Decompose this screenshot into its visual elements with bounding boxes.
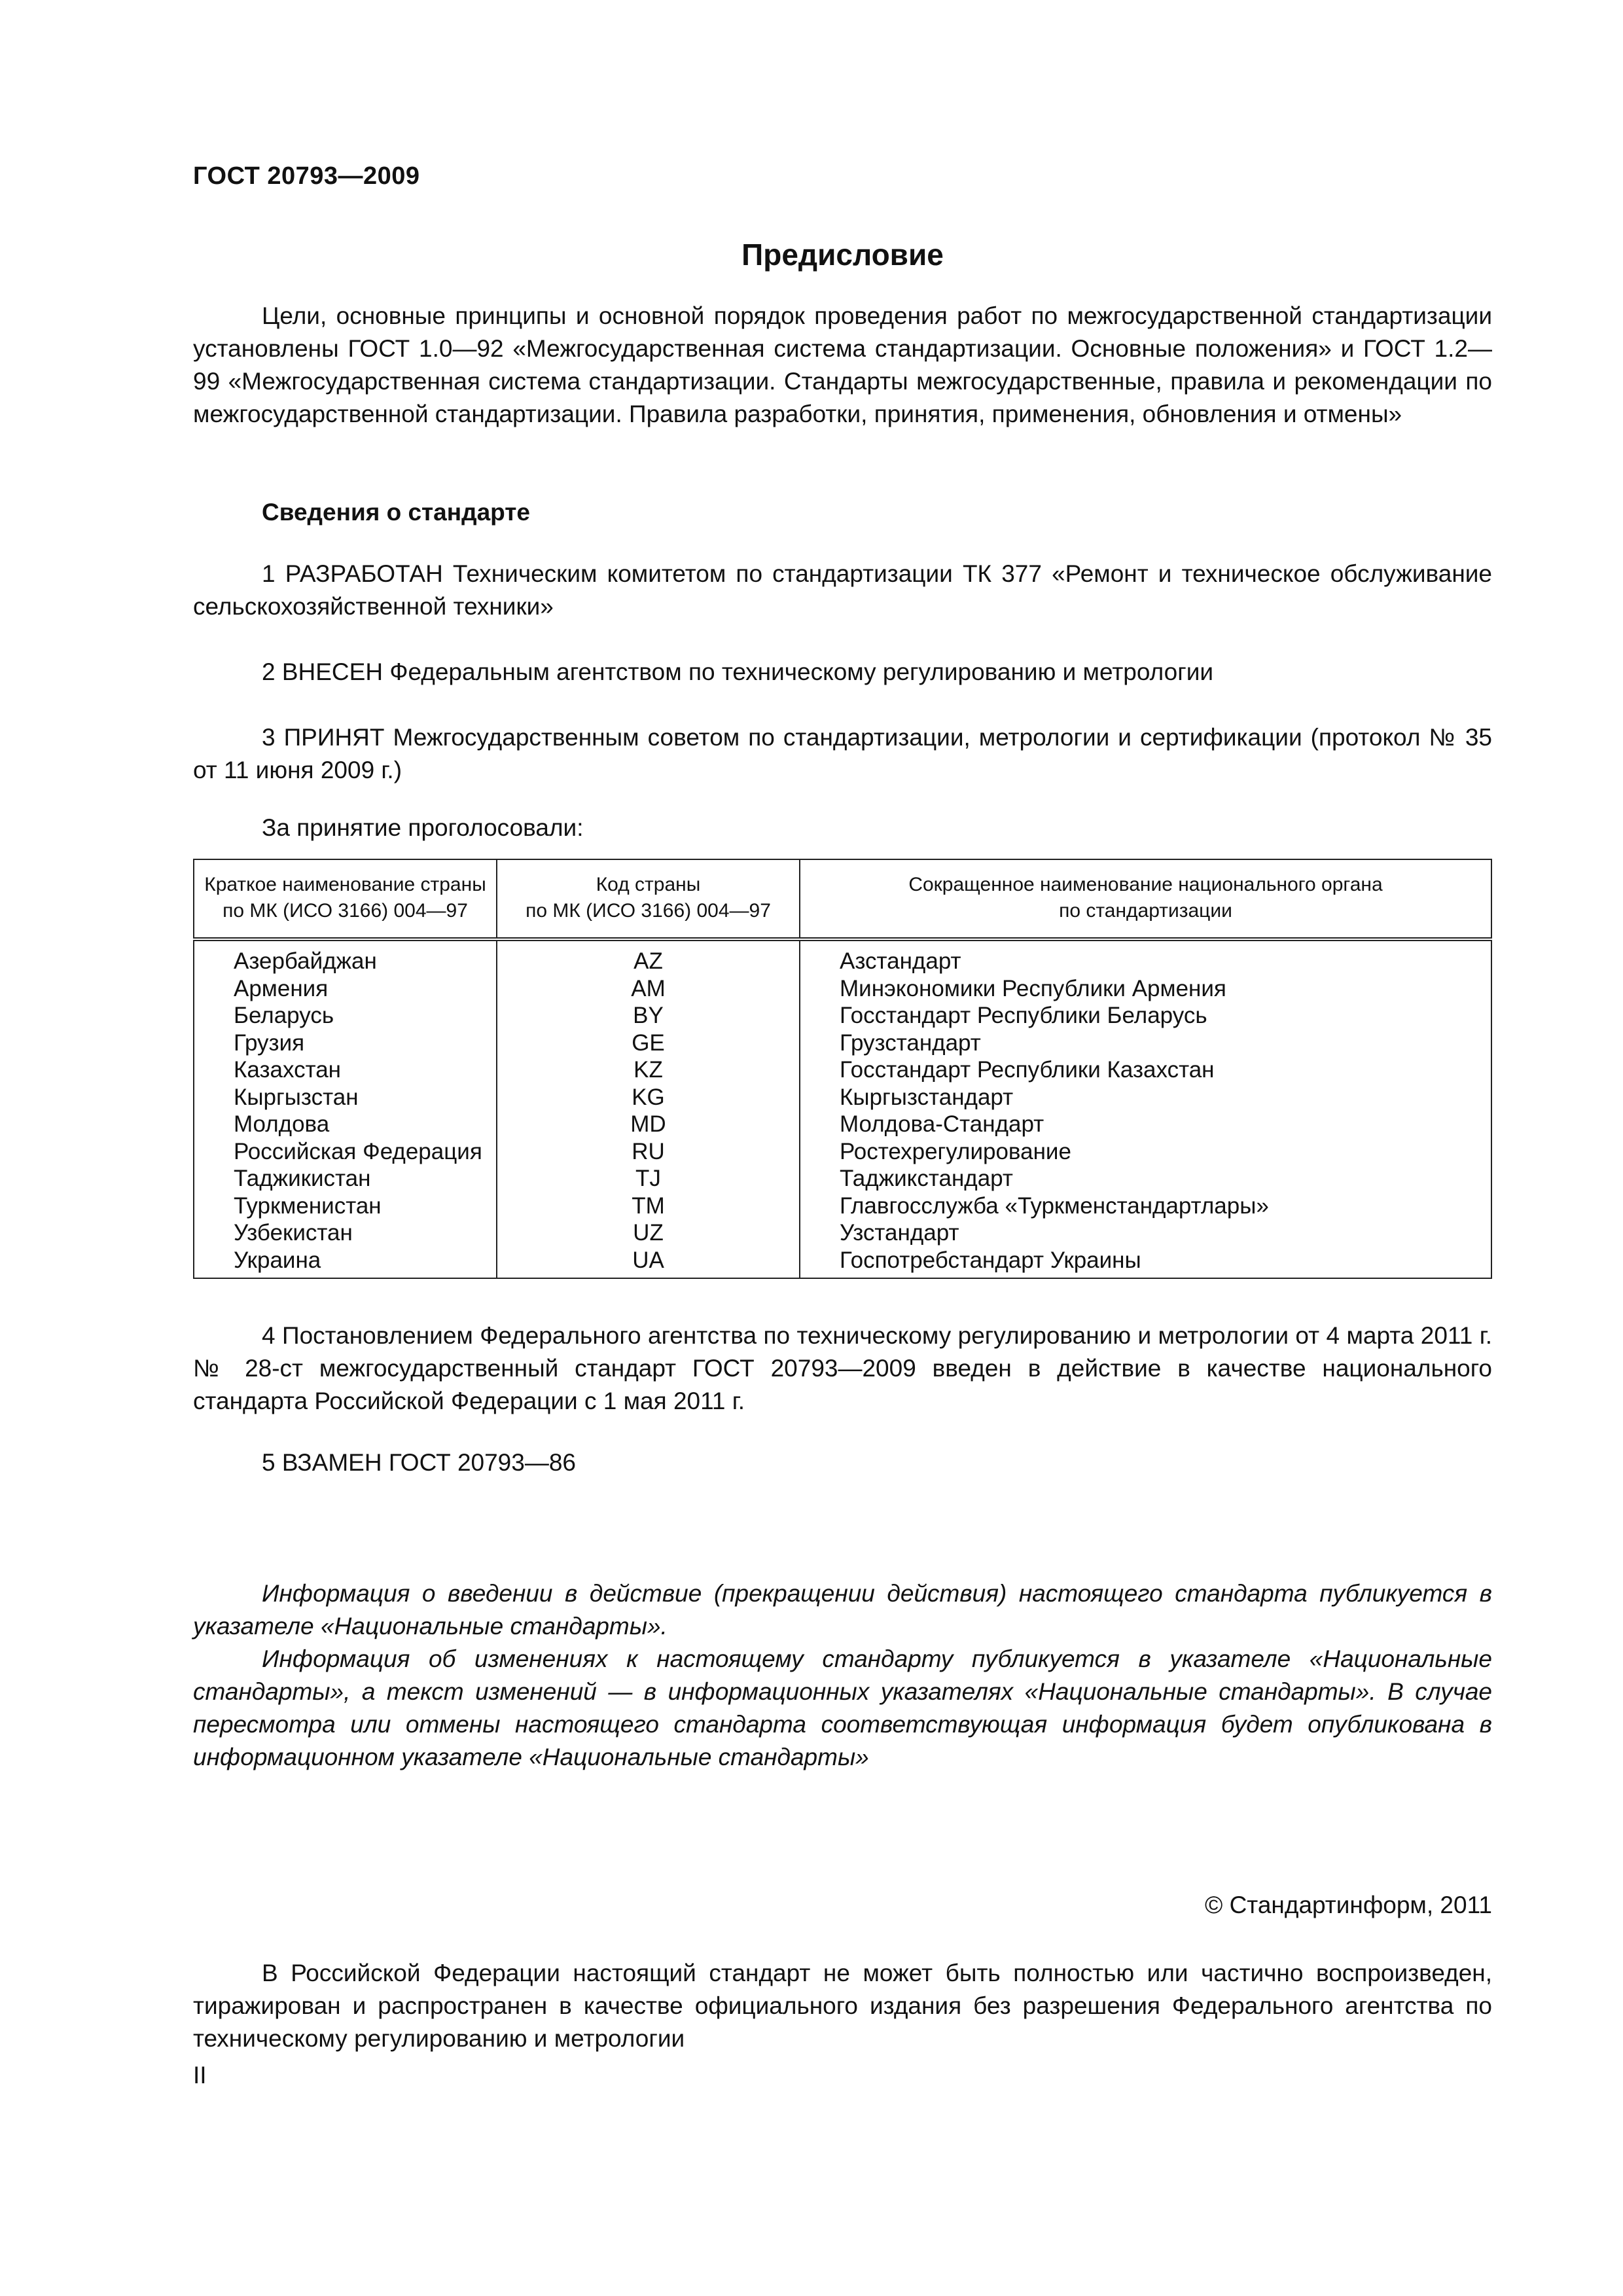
cell-standards-body: Ростехрегулирование [800,1138,1491,1166]
info-item-adopted: 3 ПРИНЯТ Межгосударственным советом по стандартизации, метрологии и сертификации (протокол № 35 от 11 июня 2009 г.) [193,724,1492,783]
publication-note: Информация о введении в действие (прекращении действия) настоящего стандарта публикуется в указателе «Национальные стандарты». [193,1580,1492,1640]
cell-country-name: Кыргызстан [194,1084,497,1111]
cell-country-code: KG [497,1084,800,1111]
header-country-code [497,859,800,939]
cell-country-name: Казахстан [194,1056,497,1084]
cell-country-code: RU [497,1138,800,1166]
table-row [194,1084,1491,1111]
page-number: II [193,2062,207,2089]
page-title: Предисловие [741,238,944,272]
table-row [194,1111,1491,1138]
section-heading-standard-info: Сведения о стандарте [262,499,530,526]
copyright-notice: © Стандартинформ, 2011 [1205,1892,1492,1918]
cell-standards-body: Минэкономики Республики Армения [800,975,1491,1003]
table-row [194,975,1491,1003]
table-row [194,1247,1491,1279]
table-row [194,1138,1491,1166]
cell-standards-body: Молдова-Стандарт [800,1111,1491,1138]
header-standards-body-line1: Сокращенное наименование национального органа [908,874,1383,895]
document-page [193,0,1492,2296]
cell-country-code: TJ [497,1165,800,1193]
voted-label: За принятие проголосовали: [262,814,584,841]
table-row [194,1002,1491,1030]
amendments-note: Информация об изменениях к настоящему стандарту публикуется в указателе «Национальные стандарты», а текст изменений — в информационных указателях «Национальные стандарты». В случае пересмотра или отмены настоящего стандарта соответствующая информация будет опубликована в информационном указателе «Национальные стандарты» [193,1645,1492,1770]
info-item-replaces: 5 ВЗАМЕН ГОСТ 20793—86 [262,1449,576,1476]
cell-country-name: Украина [194,1247,497,1279]
voting-countries-table [193,859,1492,1279]
cell-country-name: Российская Федерация [194,1138,497,1166]
info-item-enacted: 4 Постановлением Федерального агентства по техническому регулированию и метрологии от 4 марта 2011 г. № 28-ст межгосударственный стандарт ГОСТ 20793—2009 введен в действие в качестве национального стандарта Российской Федерации с 1 мая 2011 г. [193,1322,1492,1414]
header-standards-body [800,859,1491,939]
cell-country-code: AM [497,975,800,1003]
table-row [194,939,1491,975]
cell-country-name: Грузия [194,1030,497,1057]
header-country-code-line2: по МК (ИСО 3166) 004—97 [526,900,771,922]
table-row [194,1193,1491,1220]
cell-standards-body: Госстандарт Республики Беларусь [800,1002,1491,1030]
cell-standards-body: Кыргызстандарт [800,1084,1491,1111]
cell-country-name: Беларусь [194,1002,497,1030]
cell-country-name: Узбекистан [194,1219,497,1247]
table-header-row [194,859,1491,939]
intro-paragraph: Цели, основные принципы и основной порядок проведения работ по межгосударственной стандартизации установлены ГОСТ 1.0—92 «Межгосударственная система стандартизации. Основные положения» и ГОСТ 1.2—99 «Межгосударственная система стандартизации. Стандарты межгосударственные, правила и рекомендации по межгосударственной стандартизации. Правила разработки, принятия, применения, обновления и отмены» [193,302,1492,427]
header-standards-body-line2: по стандартизации [1059,900,1232,922]
cell-country-code: KZ [497,1056,800,1084]
cell-standards-body: Госстандарт Республики Казахстан [800,1056,1491,1084]
info-item-submitted: 2 ВНЕСЕН Федеральным агентством по техническому регулированию и метрологии [262,658,1214,685]
header-country-code-line1: Код страны [596,874,701,895]
cell-country-code: UA [497,1247,800,1279]
document-code: ГОСТ 20793—2009 [193,162,420,190]
cell-country-name: Таджикистан [194,1165,497,1193]
table-row [194,1056,1491,1084]
cell-country-name: Армения [194,975,497,1003]
cell-country-name: Туркменистан [194,1193,497,1220]
cell-standards-body: Главгосслужба «Туркменстандартлары» [800,1193,1491,1220]
reproduction-notice: В Российской Федерации настоящий стандарт не может быть полностью или частично воспроизведен, тиражирован и распространен в качестве официального издания без разрешения Федерального агентства по техническому регулированию и метрологии [193,1960,1492,2052]
cell-country-code: GE [497,1030,800,1057]
cell-standards-body: Азстандарт [800,939,1491,975]
header-country-name-line1: Краткое наименование страны [204,874,486,895]
cell-standards-body: Таджикстандарт [800,1165,1491,1193]
table-row [194,1219,1491,1247]
cell-standards-body: Госпотребстандарт Украины [800,1247,1491,1279]
cell-standards-body: Грузстандарт [800,1030,1491,1057]
cell-country-code: TM [497,1193,800,1220]
cell-standards-body: Узстандарт [800,1219,1491,1247]
table-row [194,1165,1491,1193]
cell-country-name: Молдова [194,1111,497,1138]
cell-country-code: UZ [497,1219,800,1247]
cell-country-code: BY [497,1002,800,1030]
header-country-name [194,859,497,939]
cell-country-code: AZ [497,939,800,975]
info-item-developed: 1 РАЗРАБОТАН Техническим комитетом по стандартизации ТК 377 «Ремонт и техническое обслуживание сельскохозяйственной техники» [193,560,1492,620]
header-country-name-line2: по МК (ИСО 3166) 004—97 [223,900,468,922]
cell-country-code: MD [497,1111,800,1138]
table-row [194,1030,1491,1057]
cell-country-name: Азербайджан [194,939,497,975]
